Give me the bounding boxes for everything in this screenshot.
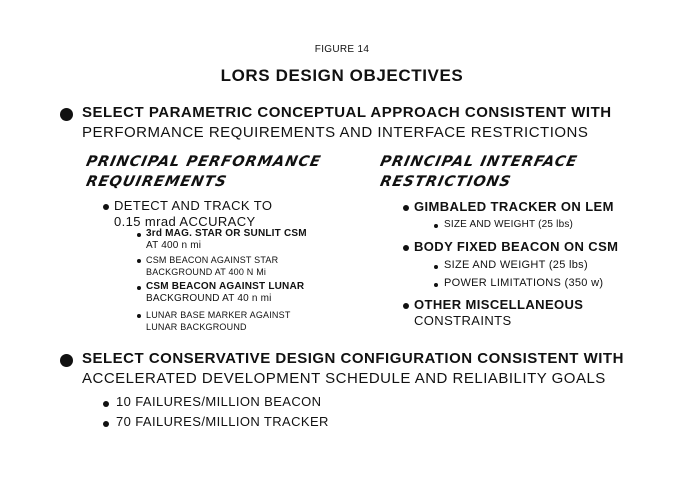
interface-item-3-line-1: OTHER MISCELLANEOUS: [414, 297, 584, 312]
interface-heading-line-1: PRINCIPAL INTERFACE: [378, 154, 580, 170]
performance-sub-2-line-2: BACKGROUND AT 400 N Mi: [146, 267, 267, 277]
performance-sub-2-bullet: [137, 259, 141, 263]
interface-item-1-bullet: [403, 205, 409, 211]
performance-sub-1-bullet: [137, 233, 141, 237]
performance-item-1-bullet: [103, 204, 109, 210]
objective-2-sub-1: 10 FAILURES/MILLION BEACON: [116, 394, 322, 409]
interface-item-2-sub-2-bullet: [434, 283, 438, 287]
performance-item-1-line-1: DETECT AND TRACK TO: [114, 198, 273, 213]
performance-heading-line-1: PRINCIPAL PERFORMANCE: [84, 154, 323, 170]
objective-2-sub-2: 70 FAILURES/MILLION TRACKER: [116, 414, 329, 429]
interface-heading-line-2: RESTRICTIONS: [378, 174, 513, 190]
interface-item-1-sub-1: SIZE AND WEIGHT (25 lbs): [444, 219, 574, 230]
interface-item-2-sub-1-bullet: [434, 265, 438, 269]
performance-sub-1-line-1: 3rd MAG. STAR OR SUNLIT CSM: [146, 228, 307, 239]
figure-label: FIGURE 14: [314, 44, 370, 55]
objective-1-line-2: PERFORMANCE REQUIREMENTS AND INTERFACE RESTRICTIONS: [82, 124, 589, 141]
objective-2-sub-2-bullet: [103, 421, 109, 427]
performance-sub-3-line-2: BACKGROUND AT 40 n mi: [146, 293, 272, 304]
interface-item-1: GIMBALED TRACKER ON LEM: [414, 199, 614, 214]
objective-1-line-1: SELECT PARAMETRIC CONCEPTUAL APPROACH CONSISTENT WITH: [82, 104, 612, 121]
performance-sub-4-line-1: LUNAR BASE MARKER AGAINST: [146, 310, 291, 320]
performance-sub-4-line-2: LUNAR BACKGROUND: [146, 322, 247, 332]
interface-item-2: BODY FIXED BEACON ON CSM: [414, 239, 619, 254]
performance-sub-2-line-1: CSM BEACON AGAINST STAR: [146, 255, 279, 265]
interface-item-3-bullet: [403, 303, 409, 309]
performance-sub-3-line-1: CSM BEACON AGAINST LUNAR: [146, 281, 305, 292]
performance-item-1-line-2: 0.15 mrad ACCURACY: [114, 214, 256, 229]
page-title: LORS DESIGN OBJECTIVES: [220, 66, 464, 85]
objective-2-line-1: SELECT CONSERVATIVE DESIGN CONFIGURATION CONSISTENT WITH: [82, 350, 624, 367]
objective-2-bullet: [60, 354, 73, 367]
objective-1-bullet: [60, 108, 73, 121]
performance-sub-4-bullet: [137, 314, 141, 318]
performance-heading-line-2: REQUIREMENTS: [84, 174, 229, 190]
interface-item-2-sub-1: SIZE AND WEIGHT (25 lbs): [444, 259, 588, 271]
interface-item-3-line-2: CONSTRAINTS: [414, 313, 512, 328]
interface-item-2-sub-2: POWER LIMITATIONS (350 w): [444, 277, 604, 289]
objective-2-line-2: ACCELERATED DEVELOPMENT SCHEDULE AND RELIABILITY GOALS: [82, 370, 606, 387]
objective-2-sub-1-bullet: [103, 401, 109, 407]
interface-item-1-sub-1-bullet: [434, 224, 438, 228]
performance-sub-1-line-2: AT 400 n mi: [146, 240, 202, 251]
performance-sub-3-bullet: [137, 286, 141, 290]
interface-item-2-bullet: [403, 245, 409, 251]
